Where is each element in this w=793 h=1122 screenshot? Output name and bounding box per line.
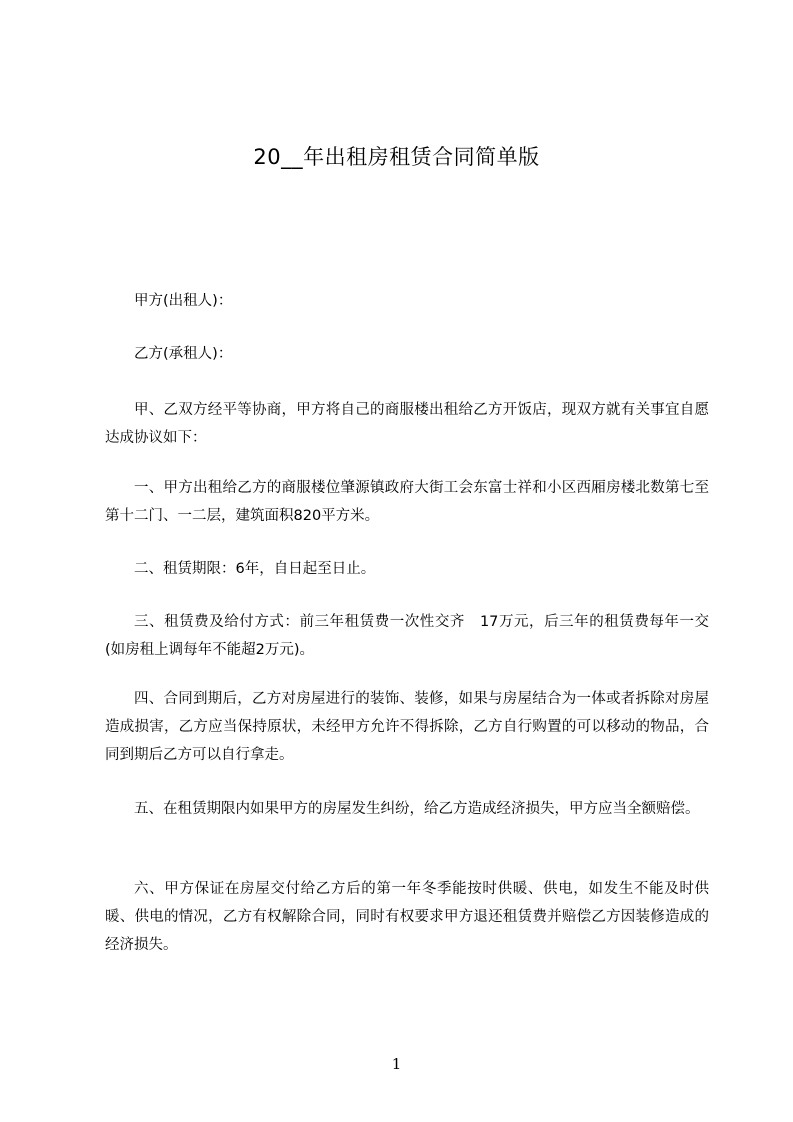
page-number: 1 (391, 1055, 402, 1073)
clause-5: 五、在租赁期限内如果甲方的房屋发生纠纷，给乙方造成经济损失，甲方应当全额赔偿。 (134, 801, 700, 817)
party-a-line: 甲方(出租人)： (134, 293, 233, 309)
clause-6: 六、甲方保证在房屋交付给乙方后的第一年冬季能按时供暖、供电，如发生不能及时供暖、供电的情况，乙方有权解除合同，同时有权要求甲方退还租赁费并赔偿乙方因装修造成的经济损失。 (105, 881, 709, 953)
intro-paragraph: 甲、乙双方经平等协商，甲方将自己的商服楼出租给乙方开饭店，现双方就有关事宜自愿达成协议如下： (105, 402, 709, 446)
party-b-line: 乙方(承租人)： (134, 346, 233, 362)
document-title: 20__年出租房租赁合同简单版 (253, 145, 540, 169)
clause-3: 三、租赁费及给付方式：前三年租赁费一次性交齐 17万元，后三年的租赁费每年一交(如房租上调每年不能超2万元)。 (105, 614, 709, 658)
clause-1: 一、甲方出租给乙方的商服楼位肇源镇政府大街工会东富士祥和小区西厢房楼北数第七至第十二门、一二层，建筑面积820平方米。 (105, 480, 709, 524)
clause-4: 四、合同到期后，乙方对房屋进行的装饰、装修，如果与房屋结合为一体或者拆除对房屋造成损害，乙方应当保持原状，未经甲方允许不得拆除，乙方自行购置的可以移动的物品，合同到期后乙方可以自行拿走。 (105, 691, 709, 763)
clause-2: 二、租赁期限：6年，自日起至日止。 (134, 561, 376, 577)
